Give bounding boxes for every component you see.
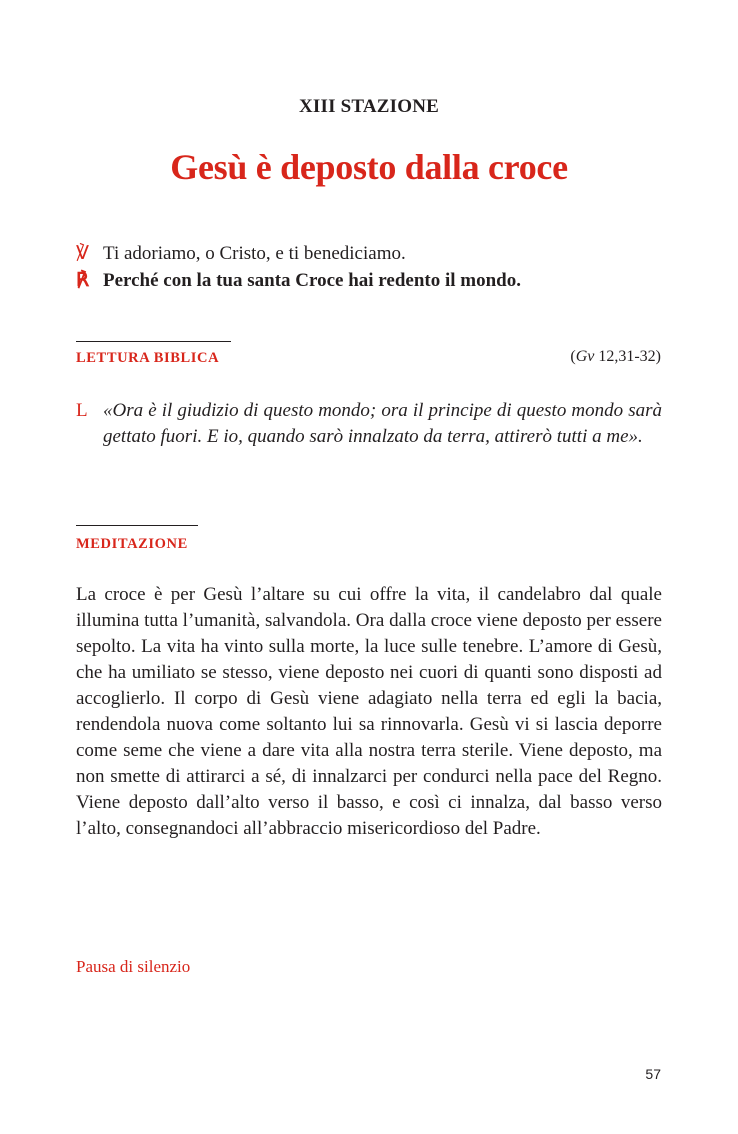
lector-icon: L (76, 400, 88, 421)
versicle-line (76, 241, 406, 267)
reference-verses: 12,31-32) (594, 348, 661, 365)
reference-book: Gv (575, 348, 595, 365)
reading-divider (76, 341, 231, 342)
response-icon: ℟ (76, 270, 89, 291)
versicle-icon: ℣ (76, 243, 89, 264)
pause-instruction: Pausa di silenzio (76, 957, 191, 976)
page-number: 57 (645, 1066, 661, 1082)
meditation-divider (76, 525, 198, 526)
reading-passage (76, 398, 662, 450)
station-number: XIII STAZIONE (298, 96, 440, 117)
reading-reference (570, 348, 661, 366)
response-text: Perché con la tua santa Croce hai redento il mondo. (103, 270, 521, 291)
response-line (76, 268, 521, 294)
reading-label: LETTURA BIBLICA (76, 350, 220, 366)
meditation-text: La croce è per Gesù l’altare su cui offre la vita, il candelabro dal quale illumina tutta l’umanità, salvandola. Ora dalla croce viene deposto per essere sepolto. La vita ha vinto sulla morte, la luce sulle tenebre. L’amore di Gesù, che ha umiliato se stesso, viene deposto nei cuori di quanti sono disposti ad accoglierlo. Il corpo di Gesù viene adagiato nella terra ed egli la bacia, rendendola nuova come soltanto lui sa rinnovarla. Gesù vi si lascia deporre come seme che viene a dare vita alla nostra terra sterile. Viene deposto, ma non smette di attirarci a sé, di innalzarci per condurci nella pace del Regno. Viene deposto dall’alto verso il basso, e così ci innalza, dal basso verso l’alto, consegnandoci all’abbraccio misericordioso del Padre. (76, 584, 662, 839)
reference-open: ( (570, 348, 576, 365)
meditation-label: MEDITAZIONE (76, 536, 188, 552)
reading-text: «Ora è il giudizio di questo mondo; ora il principe di questo mondo sarà gettato fuori. E io, quando sarò innalzato da terra, attirerò tutti a me». (103, 400, 662, 447)
page-title: Gesù è deposto dalla croce (170, 147, 568, 187)
versicle-text: Ti adoriamo, o Cristo, e ti benediciamo. (103, 243, 406, 264)
